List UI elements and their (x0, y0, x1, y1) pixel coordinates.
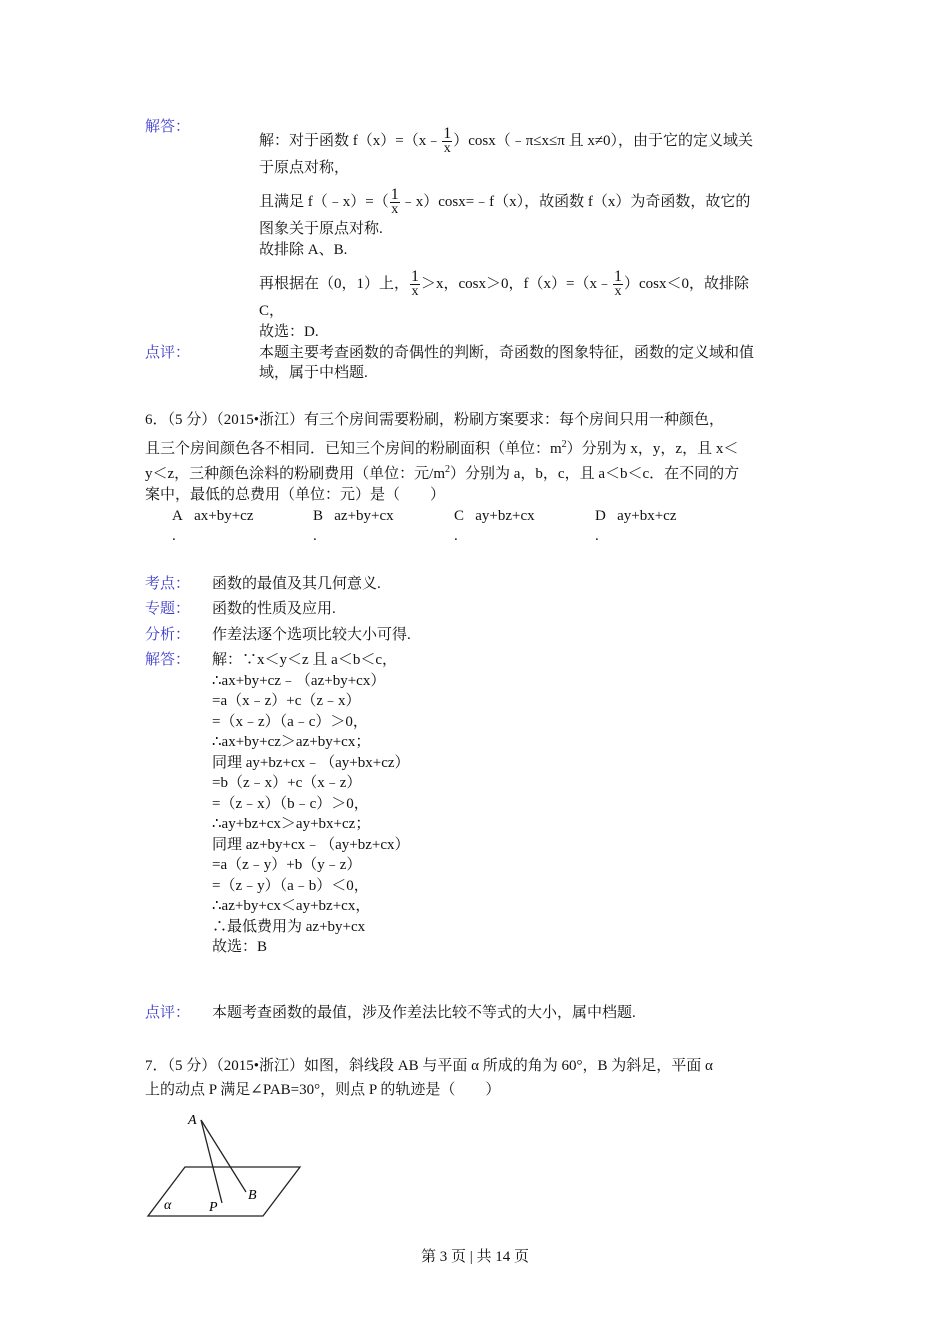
option-dot: . (595, 528, 599, 544)
solution-line: ∴ax+by+cz＞az+by+cx； (212, 734, 371, 750)
text: ）cosx＜0，故排除 (623, 275, 749, 292)
fraction (390, 188, 400, 217)
solution-line: ∴ay+bz+cx＞ay+bx+cz； (212, 816, 371, 832)
solution-line: 故选：B (212, 939, 268, 955)
option-letter: B (313, 508, 324, 524)
numerator: 1 (390, 186, 399, 203)
denominator: x (391, 202, 399, 217)
option-letter: A (172, 508, 183, 524)
option-dot: . (172, 528, 176, 544)
option-text: az+by+cx (334, 508, 394, 524)
answer-label: 解答： (145, 119, 191, 135)
geometry-figure (140, 1108, 310, 1223)
text: ﹣x）cosx=﹣f（x），故函数 f（x）为奇函数，故它的 (400, 193, 751, 210)
superscript: 2 (445, 464, 450, 475)
text: ）分别为 x，y，z，且 x＜ (566, 441, 739, 457)
numerator: 1 (443, 125, 452, 142)
question-6-line: 案中，最低的总费用（单位：元）是（ ） (145, 487, 446, 503)
solution-line: =（z﹣y）（a﹣b）＜0， (212, 877, 369, 894)
comment-line: 域，属于中档题. (259, 365, 368, 381)
option-d[interactable] (595, 508, 677, 544)
option-dot: . (454, 528, 458, 544)
fraction (613, 270, 623, 299)
solution-line: 图象关于原点对称. (259, 221, 383, 237)
question-6-line (145, 460, 739, 484)
comment-label: 点评： (145, 1005, 191, 1021)
numerator: 1 (411, 268, 420, 285)
fraction (410, 270, 420, 299)
solution-line: 故选：D. (259, 324, 319, 340)
option-letter: D (595, 508, 606, 524)
page-footer: 第 3 页 | 共 14 页 (420, 1249, 529, 1265)
option-letter: C (454, 508, 465, 524)
solution-line: ∴ax+by+cz﹣（az+by+cx） (212, 672, 386, 689)
denominator: x (614, 284, 622, 299)
solution-line: ∴az+by+cx＜ay+bz+cx， (212, 898, 371, 914)
zhuanti-text: 函数的性质及应用. (212, 601, 336, 617)
option-a[interactable] (172, 508, 254, 544)
question-7-line: 7．（5 分）（2015•浙江）如图，斜线段 AB 与平面 α 所成的角为 60°，B 为斜足，平面 α (145, 1058, 713, 1074)
option-text: ax+by+cz (194, 508, 254, 524)
denominator: x (411, 284, 419, 299)
solution-line: =a（z﹣y）+b（y﹣z） (212, 857, 362, 873)
option-text: ay+bx+cz (617, 508, 677, 524)
solution-line: =（x﹣z）（a﹣c）＞0， (212, 713, 368, 730)
label-b: B (248, 1188, 257, 1203)
solution-line (259, 188, 750, 217)
fraction (442, 127, 452, 156)
option-c[interactable] (454, 508, 535, 544)
comment-line: 本题主要考查函数的奇偶性的判断，奇函数的图象特征，函数的定义域和值 (259, 345, 755, 361)
denominator: x (443, 141, 451, 156)
solution-line: ∴最低费用为 az+by+cx (212, 918, 366, 935)
solution-line: =（z﹣x）（b﹣c）＞0， (212, 795, 369, 812)
kaodian-label: 考点： (145, 576, 191, 592)
option-b[interactable] (313, 508, 394, 544)
comment-label: 点评： (145, 345, 191, 361)
text: 且三个房间颜色各不相同．已知三个房间的粉刷面积（单位：m (145, 441, 562, 457)
fenxi-label: 分析： (145, 627, 191, 643)
solution-line (259, 270, 749, 299)
solution-line: 同理 az+by+cx﹣（ay+bz+cx） (212, 836, 410, 853)
question-7-line: 上的动点 P 满足∠PAB=30°，则点 P 的轨迹是（ ） (145, 1082, 501, 1098)
question-6-line: 6．（5 分）（2015•浙江）有三个房间需要粉刷，粉刷方案要求：每个房间只用一种颜色， (145, 412, 725, 428)
text: ＞x，cosx＞0，f（x）=（x﹣ (421, 275, 612, 292)
solution-line: =b（z﹣x）+c（x﹣z） (212, 775, 362, 791)
option-text: ay+bz+cx (475, 508, 535, 524)
text: 再根据在（0，1）上， (259, 275, 410, 292)
option-dot: . (313, 528, 317, 544)
solution-line: 同理 ay+bz+cx﹣（ay+bx+cz） (212, 754, 410, 771)
solution-line: 故排除 A、B. (259, 242, 348, 258)
solution-line (259, 127, 753, 156)
text: 解：对于函数 f（x）=（x﹣ (259, 132, 442, 149)
question-6-line (145, 435, 738, 459)
solution-line: C， (259, 303, 285, 319)
segment-ab (201, 1120, 246, 1192)
text: ）分别为 a，b，c，且 a＜b＜c．在不同的方 (450, 466, 740, 482)
label-p: P (209, 1200, 218, 1215)
segment-ap (201, 1120, 222, 1203)
kaodian-text: 函数的最值及其几何意义. (212, 576, 381, 592)
comment-text: 本题考查函数的最值，涉及作差法比较不等式的大小，属中档题. (212, 1005, 636, 1021)
numerator: 1 (613, 268, 622, 285)
zhuanti-label: 专题： (145, 601, 191, 617)
solution-line: 解：∵x＜y＜z 且 a＜b＜c， (212, 652, 397, 668)
fenxi-text: 作差法逐个选项比较大小可得. (212, 627, 411, 643)
solution-line: =a（x﹣z）+c（z﹣x） (212, 693, 361, 709)
solution-line: 于原点对称， (259, 160, 350, 176)
text: ）cosx（﹣π≤x≤π 且 x≠0），由于它的定义域关 (453, 132, 754, 149)
text: y＜z，三种颜色涂料的粉刷费用（单位：元/m (145, 466, 445, 482)
answer-label: 解答： (145, 652, 191, 668)
text: 且满足 f（﹣x）=（ (259, 193, 389, 210)
label-a: A (188, 1113, 197, 1128)
label-alpha: α (164, 1198, 172, 1213)
superscript: 2 (561, 439, 567, 450)
